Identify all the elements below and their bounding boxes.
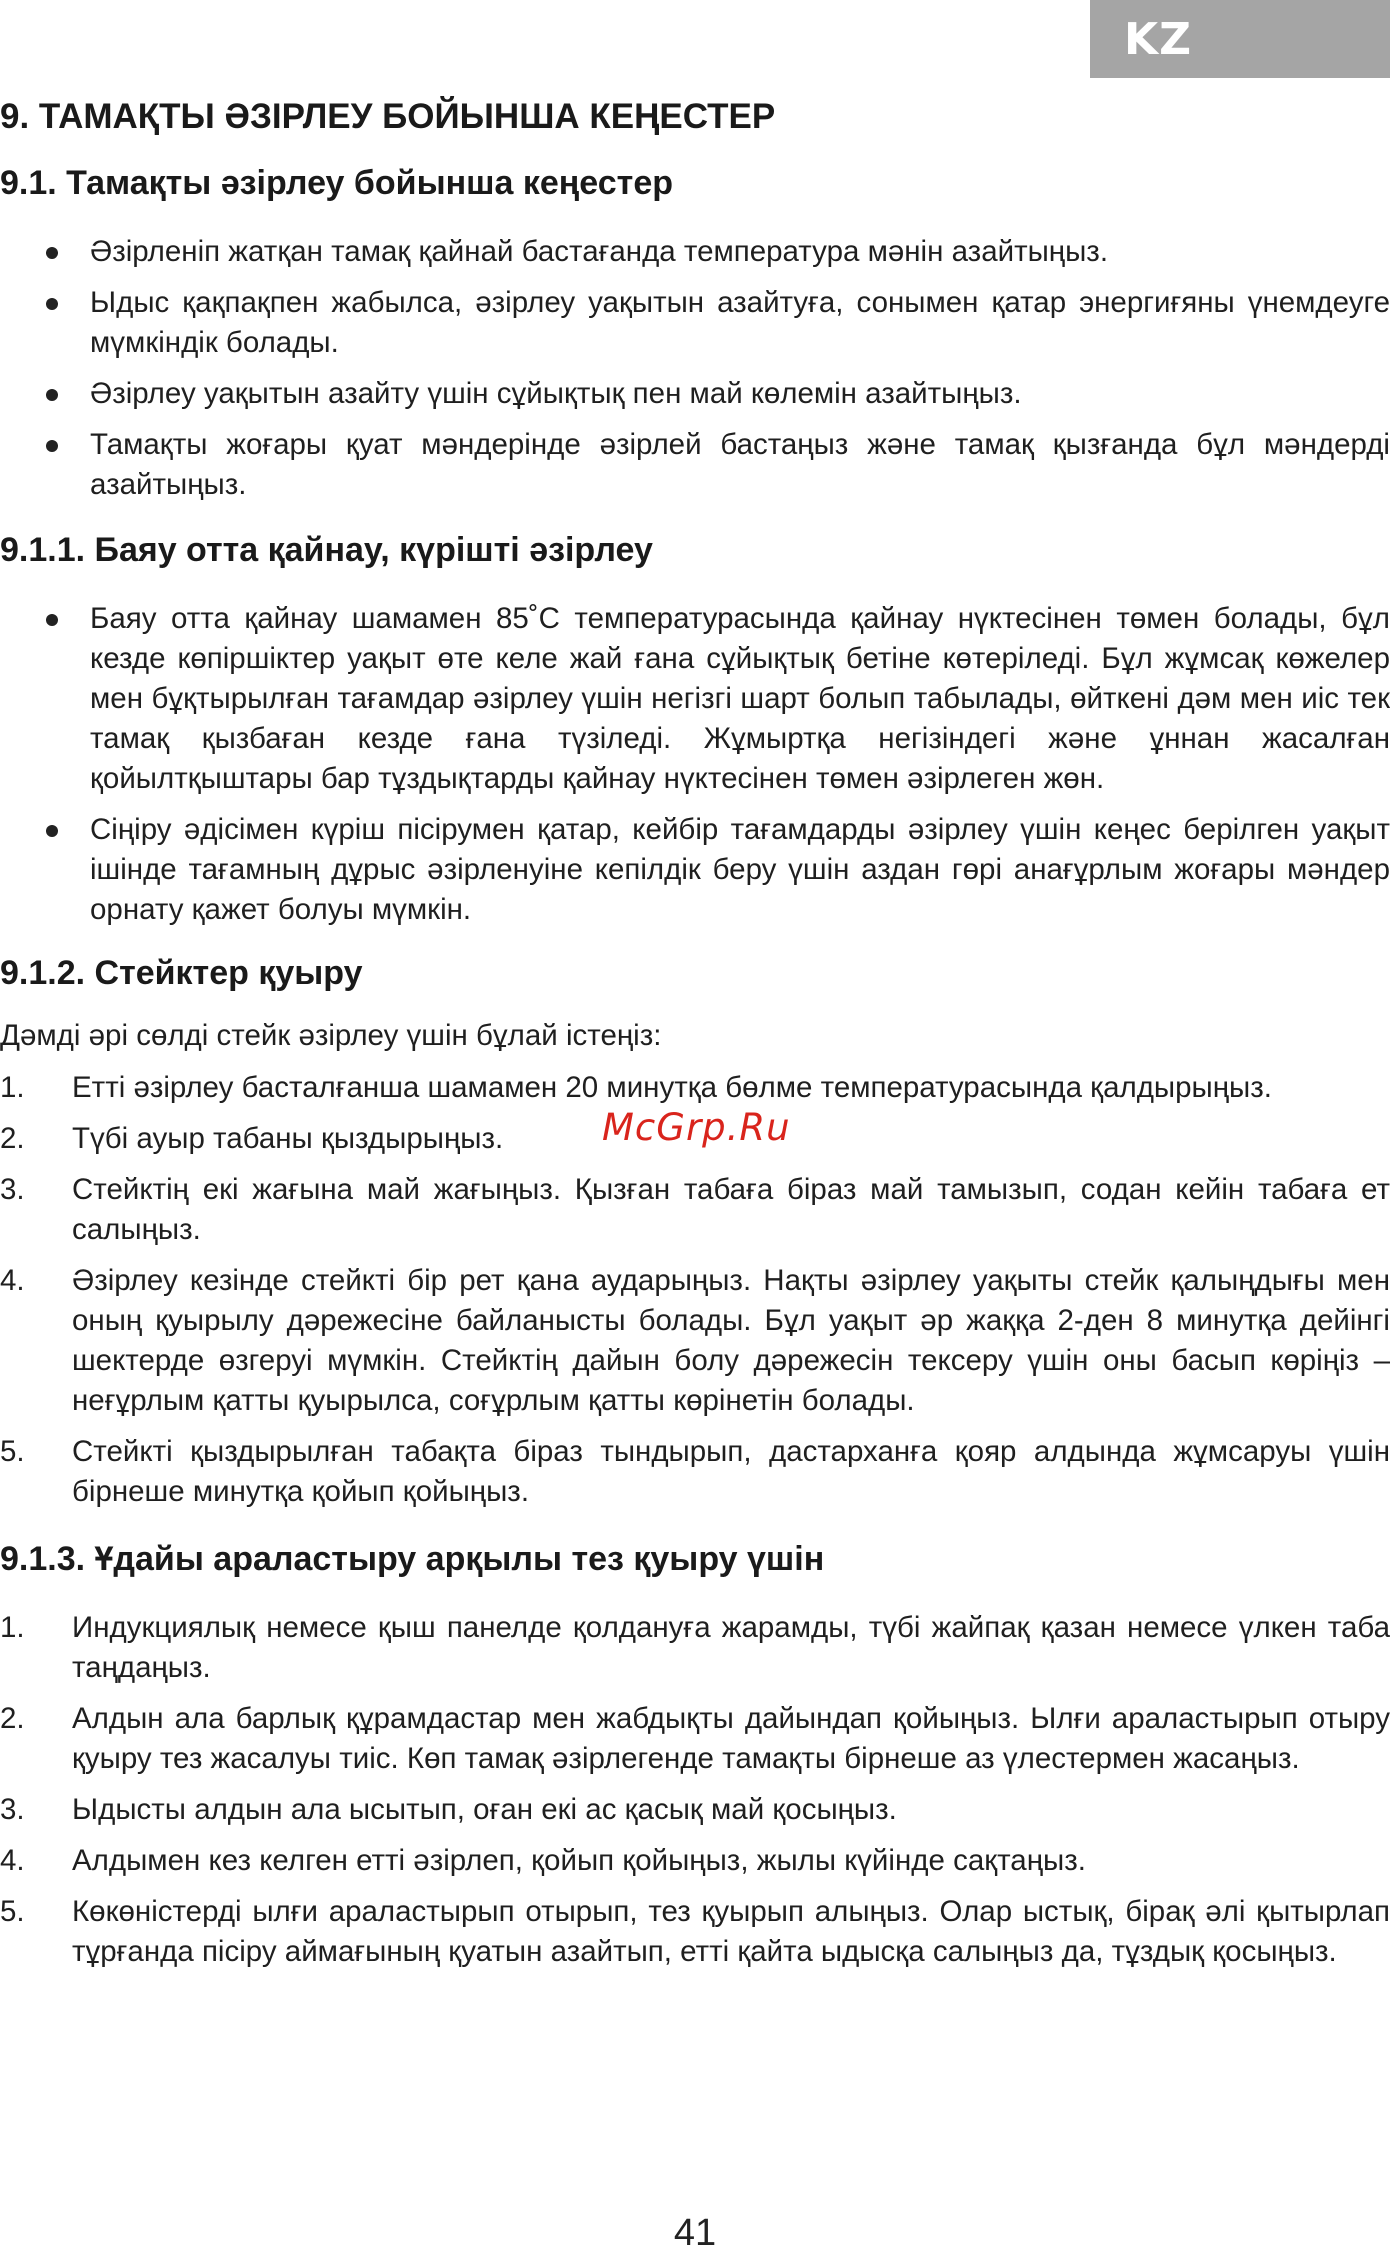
section-title-9-1-1: 9.1.1. Баяу отта қайнау, күрішті әзірлеу [0, 531, 653, 569]
list-item: Баяу отта қайнау шамамен 85˚С температурасында қайнау нүктесінен төмен болады, бұл кезде көпіршіктер уақыт өте келе жай ғана сұйықтық бетіне көтеріледі. Бұл жұмсақ көжелер мен бұқтырылған тағамдар әзірлеу үшін негізгі шарт болып табылады, өйткені дәм мен иіс тек тамақ қызбаған кезде ғана түзіледі. Жұмыртқа негізіндегі және ұннан жасалған қойылтқыштары бар тұздықтарды қайнау нүктесінен төмен әзірлеген жөн. [0, 599, 1390, 799]
list-item: Ыдыс қақпақпен жабылса, әзірлеу уақытын азайтуға, сонымен қатар энергиғяны үнемдеуге мүмкіндік болады. [0, 283, 1390, 363]
list-item: Сіңіру әдісімен күріш пісірумен қатар, кейбір тағамдарды әзірлеу үшін кеңес берілген уақыт ішінде тағамның дұрыс әзірленуіне кепілдік беру үшін аздан гөрі анағұрлым жоғары мәндер орнату қажет болуы мүмкін. [0, 810, 1390, 930]
list-item: 2. Түбі ауыр табаны қыздырыңыз. [0, 1122, 504, 1155]
page-number: 41 [673, 2212, 717, 2254]
list-item: 4. Алдымен кез келген етті әзірлеп, қойып қойыңыз, жылы күйінде сақтаңыз. [0, 1844, 1086, 1877]
chapter-title: 9. ТАМАҚТЫ ӘЗІРЛЕУ БОЙЫНША КЕҢЕСТЕР [0, 97, 776, 136]
list-item: Әзірленіп жатқан тамақ қайнай бастағанда температура мәнін азайтыңыз. [0, 232, 1390, 272]
list-item: 5. Көкөністерді ылғи араластырып отырып, тез қуырып алыңыз. Олар ыстық, бірақ әлі қытырлап тұрғанда пісіру аймағының қуатын азайтып, етті қайта ыдысқа салыңыз да, тұздық қосыңыз. [0, 1895, 1390, 1968]
bullet-icon [46, 825, 58, 837]
bullet-icon [46, 389, 58, 401]
bullet-icon [46, 298, 58, 310]
page-content [0, 92, 1390, 1983]
stir-fry-steps [0, 1608, 1390, 1972]
section-title-9-1-3: 9.1.3. Ұдайы араластыру арқылы тез қуыру үшін [0, 1540, 825, 1578]
watermark: McGrp.Ru [602, 1106, 791, 1149]
list-item: 1. Етті әзірлеу басталғанша шамамен 20 минутқа бөлме температурасында қалдырыңыз. [0, 1071, 1272, 1104]
list-item: 3. Стейктің екі жағына май жағыңыз. Қызған табаға біраз май тамызып, содан кейін табаға ет салыңыз. [0, 1173, 1390, 1246]
list-item: Әзірлеу уақытын азайту үшін сұйықтық пен май көлемін азайтыңыз. [0, 374, 1390, 414]
list-item: 1. Индукциялық немесе қыш панелде қолдануға жарамды, түбі жайпақ қазан немесе үлкен таба таңдаңыз. [0, 1611, 1390, 1684]
section-title-9-1: 9.1. Тамақты әзірлеу бойынша кеңестер [0, 164, 673, 202]
bullet-icon [46, 614, 58, 626]
bullet-icon [46, 440, 58, 452]
list-item: Тамақты жоғары қуат мәндерінде әзірлей бастаңыз және тамақ қызғанда бұл мәндерді азайтыңыз. [0, 425, 1390, 505]
tips-list [0, 232, 1390, 505]
list-item: 4. Әзірлеу кезінде стейкті бір рет қана аударыңыз. Нақты әзірлеу уақыты стейк қалыңдығы мен оның қуырылу дәрежесіне байланысты болады. Бұл уақыт әр жаққа 2-ден 8 минутқа дейінгі шектерде өзгеруі мүмкін. Стейктің дайын болу дәрежесін тексеру үшін оны басып көріңіз – неғұрлым қатты қуырылса, соғұрлым қатты көрінетін болады. [0, 1264, 1390, 1417]
bullet-icon [46, 247, 58, 259]
language-badge: KZ [1090, 0, 1390, 78]
steak-intro: Дәмді әрі сөлді стейк әзірлеу үшін бұлай істеңіз: [0, 1019, 662, 1052]
simmering-list [0, 599, 1390, 930]
list-item: 5. Стейкті қыздырылған табақта біраз тындырып, дастарханға қояр алдында жұмсаруы үшін бірнеше минутқа қойып қойыңыз. [0, 1435, 1390, 1508]
list-item: 3. Ыдысты алдын ала ысытып, оған екі ас қасық май қосыңыз. [0, 1793, 897, 1826]
section-title-9-1-2: 9.1.2. Стейктер қуыру [0, 954, 363, 992]
list-item: 2. Алдын ала барлық құрамдастар мен жабдықты дайындап қойыңыз. Ылғи араластырып отыру қуыру тез жасалуы тиіс. Көп тамақ әзірлегенде тамақты бірнеше аз үлестермен жасаңыз. [0, 1702, 1390, 1775]
